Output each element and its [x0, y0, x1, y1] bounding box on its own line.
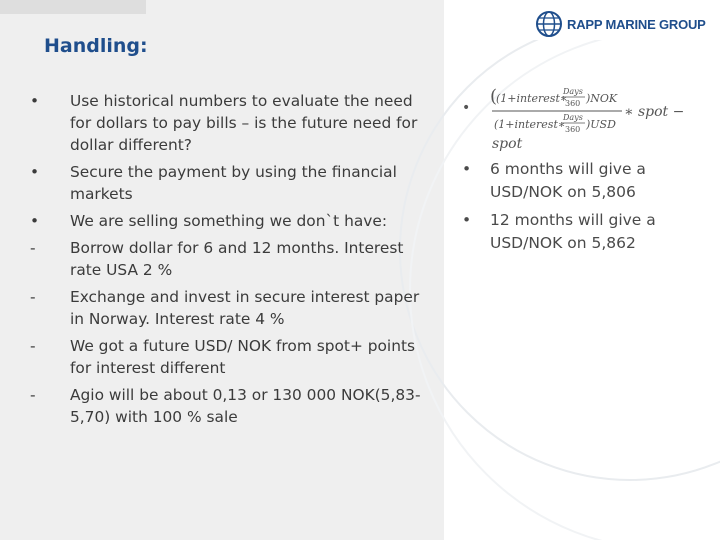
formula-frac-bottom: 360 — [565, 99, 581, 108]
list-item — [30, 286, 432, 330]
list-item-text: Exchange and invest in secure interest paper in Norway. Interest rate 4 % — [70, 288, 420, 328]
formula-frac-top: Days — [563, 87, 583, 96]
right-bullet-list — [462, 158, 712, 260]
list-item-text: We got a future USD/ NOK from spot+ points for interest different — [70, 337, 416, 377]
formula-den-frac-bottom: 360 — [565, 125, 581, 134]
list-item — [462, 209, 712, 254]
list-item-text: We are selling something we don`t have: — [70, 212, 388, 230]
slide-title: Handling: — [44, 35, 148, 57]
list-item — [30, 161, 432, 205]
list-marker: • — [30, 212, 40, 230]
left-bullet-list — [30, 90, 432, 433]
logo-text: RAPP MARINE GROUP — [567, 16, 706, 32]
list-marker: • — [462, 160, 472, 178]
list-marker: - — [30, 288, 36, 306]
formula-bullet: • — [462, 100, 471, 116]
list-item — [30, 210, 432, 232]
list-item-text: Borrow dollar for 6 and 12 months. Interest rate USA 2 % — [70, 239, 404, 279]
list-marker: • — [30, 92, 40, 110]
list-marker: - — [30, 386, 36, 404]
top-decorative-strip — [0, 0, 146, 14]
formula-den-frac-top: Days — [563, 113, 583, 122]
forward-rate-formula — [490, 86, 716, 152]
formula-operator: ∗ spot − — [624, 104, 685, 120]
list-item-text: 12 months will give a USD/NOK on 5,862 — [490, 211, 656, 252]
formula-num-left: (1+interest∗ — [496, 92, 568, 105]
formula-num-right: )NOK — [586, 92, 618, 105]
list-item — [30, 90, 432, 156]
company-logo[interactable] — [535, 10, 706, 38]
list-marker: • — [30, 163, 40, 181]
list-item-text: 6 months will give a USD/NOK on 5,806 — [490, 160, 646, 201]
formula-tail: spot — [492, 136, 523, 152]
formula-den-right: )USD — [586, 118, 616, 131]
list-item — [30, 384, 432, 428]
list-item-text: Agio will be about 0,13 or 130 000 NOK(5,83-5,70) with 100 % sale — [70, 386, 421, 426]
list-marker: • — [462, 211, 472, 229]
list-item — [30, 335, 432, 379]
list-item — [30, 237, 432, 281]
list-marker: - — [30, 337, 36, 355]
formula-open-paren: ( — [490, 86, 498, 107]
globe-logo-icon — [535, 10, 563, 38]
list-marker: - — [30, 239, 36, 257]
list-item-text: Secure the payment by using the financial markets — [70, 163, 397, 203]
list-item — [462, 158, 712, 203]
list-item-text: Use historical numbers to evaluate the need for dollars to pay bills – is the future need for dollar different? — [70, 92, 418, 154]
formula-den-left: (1+interest∗ — [494, 118, 566, 131]
